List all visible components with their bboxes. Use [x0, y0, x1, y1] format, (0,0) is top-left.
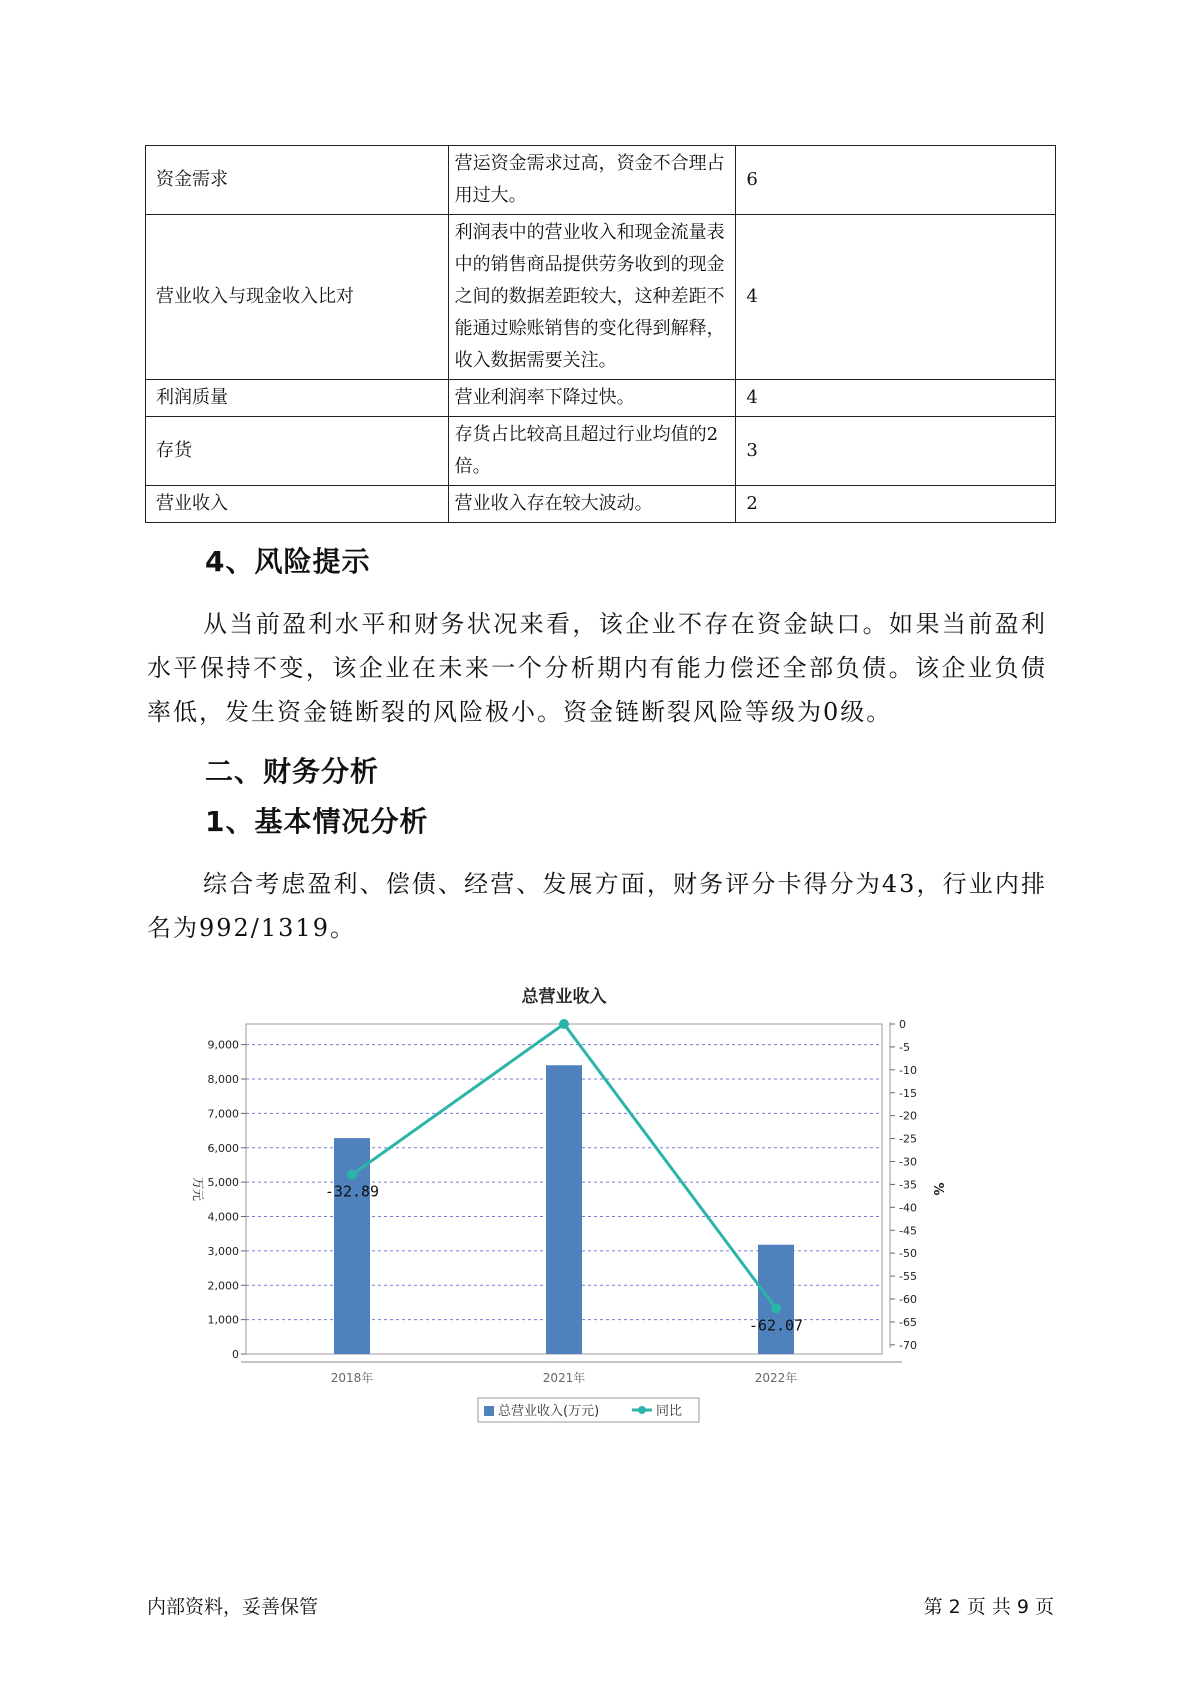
revenue-chart	[170, 975, 1050, 1445]
y-tick-label: 1,000	[207, 1313, 239, 1327]
risk-table-body	[146, 146, 1056, 523]
y-tick-label: 0	[232, 1348, 239, 1361]
legend-bar-label: 总营业收入(万元)	[498, 1404, 600, 1419]
y2-tick-label: -55	[899, 1270, 917, 1284]
yoy-point	[559, 1019, 569, 1029]
x-tick-label: 2022年	[754, 1371, 798, 1385]
risk-score-cell: 6	[736, 146, 1056, 215]
revenue-bar	[758, 1245, 794, 1354]
risk-item-cell: 利润质量	[146, 380, 449, 417]
footer-note: 内部资料，妥善保管	[147, 1596, 319, 1618]
chart-title: 总营业收入	[521, 987, 607, 1007]
y2-tick-label: -45	[899, 1224, 917, 1238]
finance-heading: 二、财务分析	[205, 755, 380, 788]
y-tick-label: 5,000	[207, 1176, 239, 1190]
revenue-chart-svg	[170, 975, 1050, 1445]
risk-score-cell: 4	[736, 380, 1056, 417]
y2-tick-label: -60	[899, 1293, 917, 1306]
yoy-point	[771, 1303, 781, 1313]
y2-tick-label: -5	[899, 1040, 910, 1054]
y-tick-label: 9,000	[207, 1038, 239, 1052]
x-tick-label: 2018年	[330, 1371, 374, 1385]
risk-item-cell: 营业收入	[146, 486, 449, 523]
y-axis-title: 万元	[191, 1176, 205, 1202]
y2-tick-label: -15	[899, 1086, 917, 1100]
y-tick-label: 4,000	[207, 1210, 239, 1224]
footer-page-number: 第 2 页 共 9 页	[923, 1596, 1054, 1618]
risk-desc-cell: 存货占比较高且超过行业均值的2倍。	[448, 417, 736, 486]
risk-item-cell: 资金需求	[146, 146, 449, 215]
risk-score-cell: 4	[736, 215, 1056, 380]
risk-table-row	[146, 417, 1056, 486]
risk-table-row	[146, 380, 1056, 417]
y2-tick-label: -20	[899, 1109, 917, 1123]
y2-tick-label: -50	[899, 1247, 917, 1261]
y2-tick-label: -25	[899, 1132, 917, 1146]
risk-table	[145, 145, 1056, 523]
risk-heading: 4、风险提示	[205, 545, 371, 578]
legend-line-label: 同比	[656, 1404, 683, 1419]
y-tick-label: 7,000	[207, 1107, 239, 1121]
y2-tick-label: -40	[899, 1201, 917, 1215]
risk-paragraph: 从当前盈利水平和财务状况来看，该企业不存在资金缺口。如果当前盈利水平保持不变，该企业在未来一个分析期内有能力偿还全部负债。该企业负债率低，发生资金链断裂的风险极小。资金链断裂风险等级为0级。	[147, 610, 1047, 726]
y-tick-label: 2,000	[207, 1279, 239, 1293]
y2-axis-title: %	[930, 1182, 945, 1196]
y2-tick-label: -35	[899, 1178, 917, 1192]
risk-desc-cell: 营业利润率下降过快。	[448, 380, 736, 417]
y2-tick-label: -30	[899, 1155, 917, 1169]
y2-tick-label: -65	[899, 1315, 917, 1329]
y2-tick-label: -70	[899, 1338, 917, 1352]
y-tick-label: 8,000	[207, 1073, 239, 1086]
y2-tick-label: -10	[899, 1063, 917, 1077]
basic-analysis-paragraph: 综合考虑盈利、偿债、经营、发展方面，财务评分卡得分为43，行业内排名为992/1319。	[147, 870, 1047, 942]
risk-table-row	[146, 486, 1056, 523]
yoy-point	[347, 1170, 357, 1180]
y-tick-label: 6,000	[207, 1141, 239, 1155]
risk-score-cell: 3	[736, 417, 1056, 486]
risk-table-row	[146, 146, 1056, 215]
yoy-data-label: -32.89	[324, 1182, 380, 1201]
risk-score-cell: 2	[736, 486, 1056, 523]
legend-bar-swatch	[484, 1406, 494, 1416]
y2-tick-label: 0	[899, 1018, 906, 1031]
risk-item-cell: 营业收入与现金收入比对	[146, 215, 449, 380]
y-tick-label: 3,000	[207, 1244, 239, 1258]
risk-table-row	[146, 215, 1056, 380]
yoy-data-label: -62.07	[748, 1316, 804, 1335]
risk-desc-cell: 营业收入存在较大波动。	[448, 486, 736, 523]
revenue-bar	[546, 1065, 582, 1354]
risk-desc-cell: 利润表中的营业收入和现金流量表中的销售商品提供劳务收到的现金之间的数据差距较大，这种差距不能通过赊账销售的变化得到解释，收入数据需要关注。	[448, 215, 736, 380]
risk-desc-cell: 营运资金需求过高，资金不合理占用过大。	[448, 146, 736, 215]
x-tick-label: 2021年	[542, 1371, 586, 1385]
legend-line-marker	[638, 1406, 646, 1414]
risk-item-cell: 存货	[146, 417, 449, 486]
basic-analysis-heading: 1、基本情况分析	[205, 805, 429, 838]
